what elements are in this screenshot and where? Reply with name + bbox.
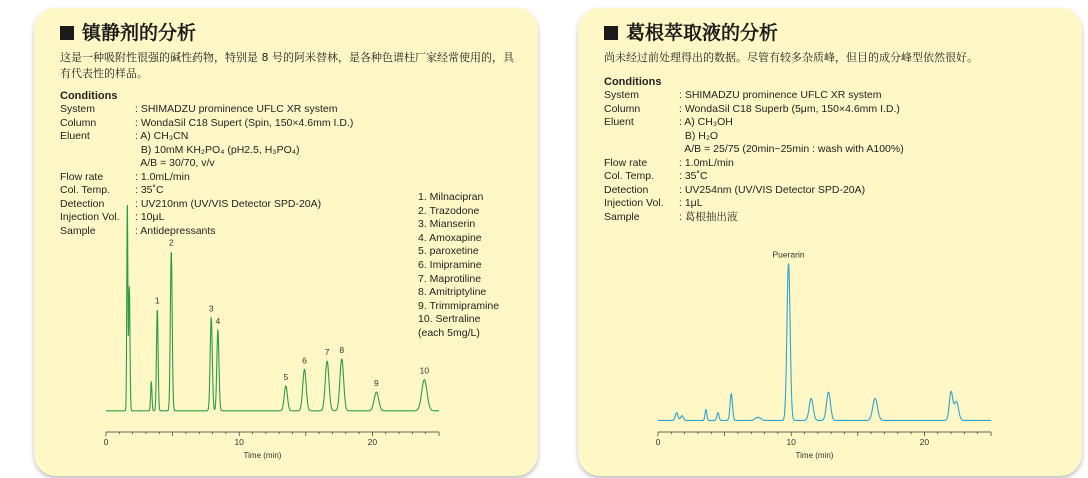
condition-value: : 葛根抽出液 <box>679 210 738 223</box>
peak-label: 9 <box>374 378 379 389</box>
compound-item: 8. Amitriptyline <box>418 286 487 299</box>
compound-item: 4. Amoxapine <box>418 231 482 244</box>
compound-item: 3. Mianserin <box>418 218 476 231</box>
condition-key: Flow rate <box>60 170 104 183</box>
condition-key: Sample <box>60 224 96 237</box>
compound-item: (each 5mg/L) <box>418 326 480 339</box>
condition-key: Detection <box>60 197 105 210</box>
condition-value: : UV254nm (UV/VIS Detector SPD-20A) <box>679 183 866 196</box>
panel-title-text: 镇静剂的分析 <box>82 22 197 44</box>
condition-value: : Antidepressants <box>135 224 216 237</box>
peak-label: 2 <box>168 237 174 248</box>
peak-label: 5 <box>283 371 289 382</box>
compound-item: 10. Sertraline <box>418 313 481 326</box>
chromatogram-chart <box>34 8 538 476</box>
compound-item: 5. paroxetine <box>418 245 479 258</box>
condition-key: Injection Vol. <box>60 211 120 223</box>
condition-value: : 1μL <box>679 197 703 209</box>
chromatogram-trace <box>106 205 439 411</box>
condition-key: Detection <box>604 183 649 196</box>
condition-value: B) H₂O <box>679 129 719 142</box>
condition-key: Sample <box>604 210 640 223</box>
condition-value: A/B = 25/75 (20min~25min : wash with A100%) <box>679 143 904 155</box>
panel-description: 这是一种吸附性很强的碱性药物，特别是 8 号的阿米替林，是各种色谱柱厂家经常使用的，具有代表性的样品。 <box>60 51 514 80</box>
condition-value: : A) CH₃OH <box>679 116 733 128</box>
chromatogram-chart <box>578 8 1082 476</box>
peak-label: Puerarin <box>772 249 805 260</box>
condition-key: Col. Temp. <box>60 184 110 196</box>
condition-value: : UV210nm (UV/VIS Detector SPD-20A) <box>135 197 322 210</box>
condition-value: B) 10mM KH₂PO₄ (pH2.5, H₃PO₄) <box>135 143 300 156</box>
condition-key: Flow rate <box>604 156 648 169</box>
peak-label: 1 <box>154 295 160 306</box>
peak-label: 4 <box>215 316 221 327</box>
condition-value: : 1.0mL/min <box>679 156 734 169</box>
condition-value: A/B = 30/70, v/v <box>135 157 215 169</box>
x-tick-label: 0 <box>103 437 109 447</box>
condition-key: Column <box>604 102 641 115</box>
compound-item: 7. Maprotiline <box>418 272 482 285</box>
panel-pueraria <box>578 8 1082 476</box>
condition-value: : WondaSil C18 Supert (Spin, 150×4.6mm I.D.) <box>135 116 354 129</box>
condition-key: Column <box>60 116 97 129</box>
peak-label: 6 <box>302 355 307 366</box>
x-tick-label: 10 <box>234 437 244 447</box>
condition-value: : 35˚C <box>135 184 164 196</box>
conditions-heading: Conditions <box>60 90 118 102</box>
compound-item: 6. Imipramine <box>418 258 482 271</box>
peak-label: 3 <box>208 303 214 314</box>
condition-value: : 1.0mL/min <box>135 170 190 183</box>
x-tick-label: 20 <box>919 437 930 447</box>
panel-sedatives <box>34 8 538 476</box>
condition-key: System <box>604 89 640 101</box>
peak-label: 7 <box>324 347 330 358</box>
condition-value: : SHIMADZU prominence UFLC XR system <box>135 103 338 115</box>
chromatogram-trace <box>658 264 991 421</box>
panel-title-text: 葛根萃取液的分析 <box>626 22 779 44</box>
x-tick-label: 0 <box>655 437 661 447</box>
peak-label: 10 <box>419 365 430 376</box>
condition-value: : 10μL <box>135 211 165 223</box>
condition-value: : SHIMADZU prominence UFLC XR system <box>679 89 882 101</box>
condition-key: Eluent <box>604 116 634 128</box>
condition-value: : 35˚C <box>679 170 708 182</box>
x-tick-label: 20 <box>367 437 378 447</box>
condition-key: Eluent <box>60 130 90 142</box>
peak-label: 8 <box>339 345 345 356</box>
x-tick-label: 10 <box>786 437 796 447</box>
condition-key: System <box>60 103 96 115</box>
condition-key: Injection Vol. <box>604 197 664 209</box>
x-axis-label: Time (min) <box>243 451 282 460</box>
compound-item: 9. Trimmipramine <box>418 299 500 312</box>
x-axis-label: Time (min) <box>795 451 834 460</box>
panel-description: 尚未经过前处理得出的数据。尽管有较多杂质峰，但目的成分峰型依然很好。 <box>604 51 978 64</box>
conditions-heading: Conditions <box>604 76 662 88</box>
condition-value: : A) CH₃CN <box>135 130 189 142</box>
compound-item: 1. Milnacipran <box>418 191 484 203</box>
condition-value: : WondaSil C18 Superb (5μm, 150×4.6mm I.D.) <box>679 102 900 115</box>
condition-key: Col. Temp. <box>604 170 654 182</box>
compound-item: 2. Trazodone <box>418 204 480 217</box>
